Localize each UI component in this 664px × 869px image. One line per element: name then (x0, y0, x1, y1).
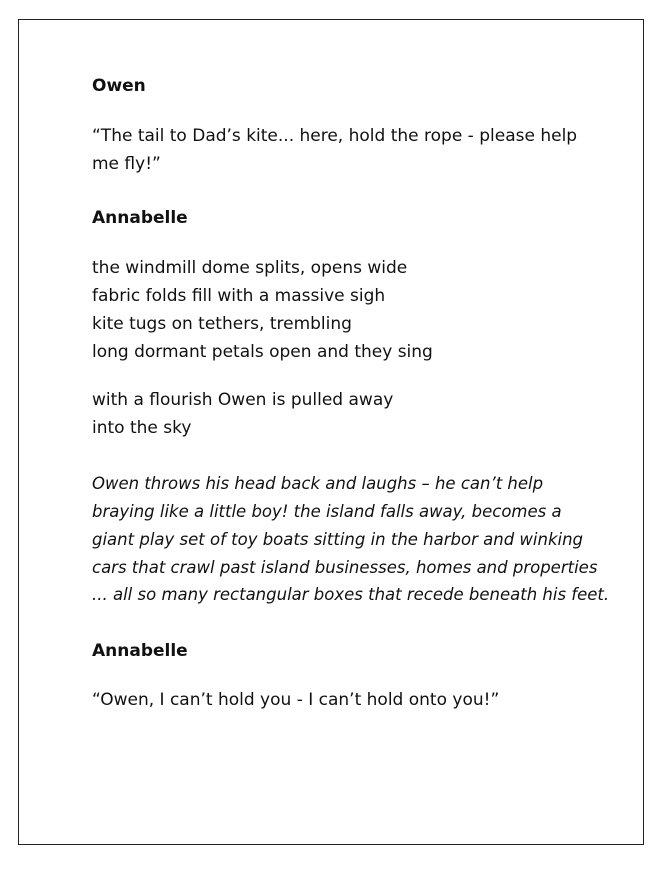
dialogue-line: “The tail to Dad’s kite... here, hold the rope - please help (92, 126, 578, 146)
speaker-annabelle: Annabelle (92, 641, 188, 661)
stage-direction-line: braying like a little boy! the island falls away, becomes a (92, 502, 562, 521)
verse-line: into the sky (92, 418, 192, 438)
verse-line: kite tugs on tethers, trembling (92, 314, 352, 334)
stage-direction-line: ... all so many rectangular boxes that recede beneath his feet. (92, 585, 610, 604)
stage-direction-line: giant play set of toy boats sitting in the harbor and winking (92, 530, 584, 549)
speaker-annabelle: Annabelle (92, 208, 188, 228)
verse-line: long dormant petals open and they sing (92, 342, 433, 362)
dialogue-line: me fly!” (92, 154, 161, 174)
verse-line: the windmill dome splits, opens wide (92, 258, 408, 278)
dialogue-line: “Owen, I can’t hold you - I can’t hold onto you!” (92, 690, 500, 710)
verse-line: fabric folds fill with a massive sigh (92, 286, 386, 306)
script-page (18, 19, 644, 845)
stage-direction-line: Owen throws his head back and laughs – he can’t help (92, 474, 544, 493)
verse-line: with a flourish Owen is pulled away (92, 390, 394, 410)
speaker-owen: Owen (92, 76, 146, 96)
stage-direction-line: cars that crawl past island businesses, homes and properties (92, 558, 598, 577)
